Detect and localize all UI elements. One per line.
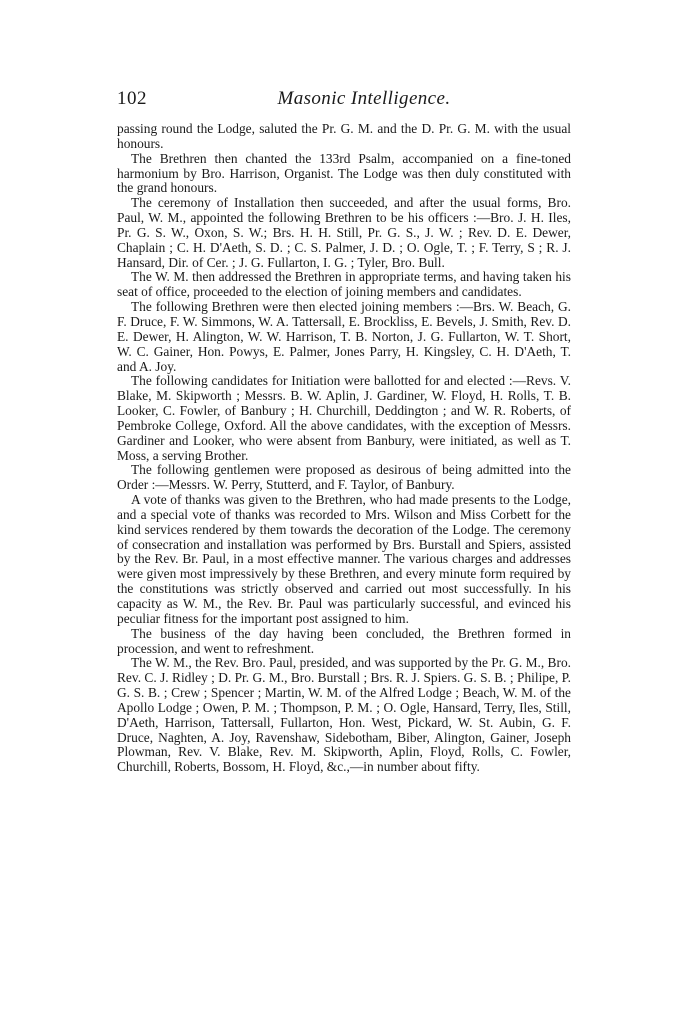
paragraph: The W. M., the Rev. Bro. Paul, presided, and was supported by the Pr. G. M., Bro. Rev. C. J. Ridley ; D. Pr. G. M., Bro. Burstall ; Brs. R. J. Spiers. G. S. B. ; Philipe, P. G. S. B. ; Crew ; Spencer ; Martin, W. M. of the Alfred Lodge ; Beach, W. M. of the Apollo Lodge ; Owen, P. M. ; Thompson, P. M. ; O. Ogle, Hansard, Terry, Iles, Still, D'Aeth, Harrison, Tattersall, Fullarton, Hon. West, Pickard, W. St. Aubin, G. F. Druce, Naghten, A. Joy, Ravenshaw, Sidebotham, Biber, Alington, Gainer, Joseph Plowman, Rev. V. Blake, Rev. M. Skipworth, Aplin, Floyd, Rolls, C. Fowler, Churchill, Roberts, Bossom, H. Floyd, &c.,—in number about fifty. (117, 655, 571, 775)
running-title: Masonic Intelligence. (277, 88, 451, 109)
paragraph: passing round the Lodge, saluted the Pr. G. M. and the D. Pr. G. M. with the usual honours. (117, 121, 571, 151)
body-text (117, 122, 571, 775)
paragraph: The following gentlemen were proposed as desirous of being admitted into the Order :—Messrs. W. Perry, Stutterd, and F. Taylor, of Banbury. (117, 462, 571, 493)
paragraph: The business of the day having been concluded, the Brethren formed in procession, and went to refreshment. (117, 625, 571, 656)
running-header (117, 88, 571, 114)
paragraph: The W. M. then addressed the Brethren in appropriate terms, and having taken his seat of office, proceeded to the election of joining members and candidates. (117, 269, 571, 300)
paragraph: The Brethren then chanted the 133rd Psalm, accompanied on a fine-toned harmonium by Bro. Harrison, Organist. The Lodge was then duly constituted with the grand honours. (117, 150, 571, 196)
paragraph: The ceremony of Installation then succeeded, and after the usual forms, Bro. Paul, W. M., appointed the following Brethren to be his officers :—Bro. J. H. Iles, Pr. G. S. W., Oxon, S. W.; Brs. H. H. Still, Pr. G. S., J. W. ; Rev. D. E. Dewer, Chaplain ; C. H. D'Aeth, S. D. ; C. S. Palmer, J. D. ; O. Ogle, T. ; F. Terry, S ; R. J. Hansard, Dir. of Cer. ; J. G. Fullarton, I. G. ; Tyler, Bro. Bull. (117, 195, 571, 270)
paragraph: A vote of thanks was given to the Brethren, who had made presents to the Lodge, and a special vote of thanks was recorded to Mrs. Wilson and Miss Corbett for the kind services rendered by them towards the decoration of the Lodge. The ceremony of consecration and installation was performed by Brs. Burstall and Spiers, assisted by the Rev. Br. Paul, in a most effective manner. The various charges and addresses were given most impressively by these Brethren, and every minute form required by the constitutions was strictly observed and carried out most successfully. In his capacity as W. M., the Rev. Br. Paul was particularly successful, and evinced his peculiar fitness for the important post assigned to him. (117, 492, 571, 626)
paragraph: The following candidates for Initiation were ballotted for and elected :—Revs. V. Blake, M. Skipworth ; Messrs. B. W. Aplin, J. Gardiner, W. Floyd, H. Rolls, T. B. Looker, C. Fowler, of Banbury ; H. Churchill, Deddington ; and W. R. Roberts, of Pembroke College, Oxford. All the above candidates, with the exception of Messrs. Gardiner and Looker, who were absent from Banbury, were initiated, as well as T. Moss, a serving Brother. (117, 373, 571, 463)
page-number: 102 (117, 88, 147, 109)
paragraph: The following Brethren were then elected joining members :—Brs. W. Beach, G. F. Druce, F. W. Simmons, W. A. Tattersall, E. Brockliss, E. Bevels, J. Smith, Rev. D. E. Dewer, H. Alington, W. W. Harrison, T. B. Norton, J. G. Fullarton, W. T. Short, W. C. Gainer, Hon. Powys, E. Palmer, Jones Parry, H. Kingsley, C. H. D'Aeth, T. and A. Joy. (117, 299, 571, 374)
